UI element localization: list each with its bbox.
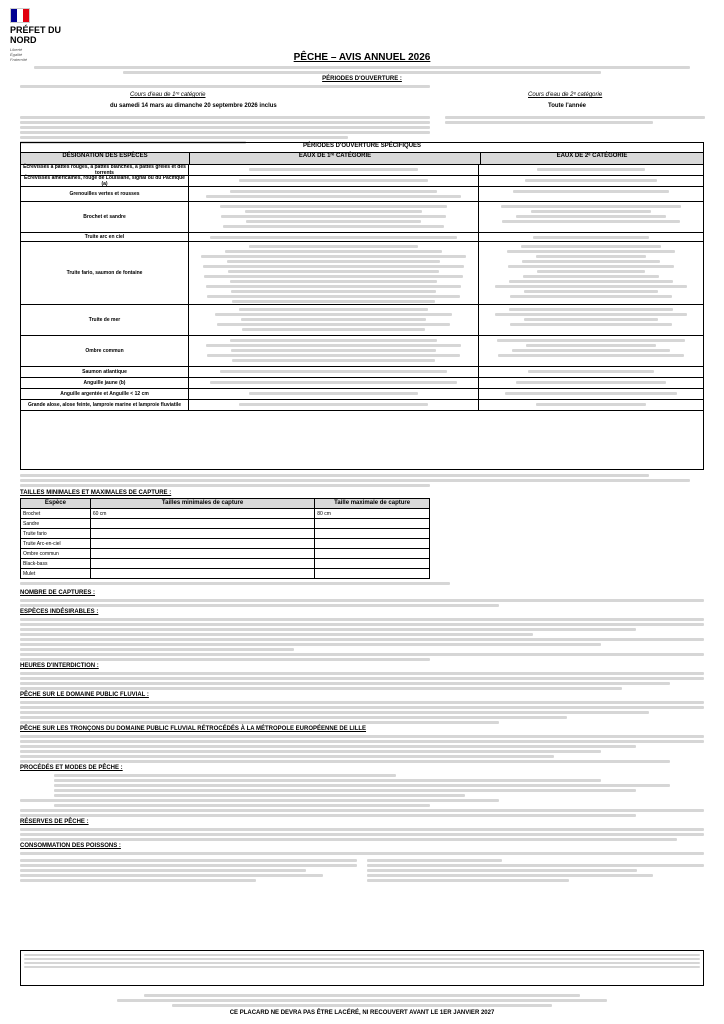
species-name: Brochet et sandre bbox=[21, 202, 189, 232]
specific-table-row bbox=[21, 367, 703, 378]
specific-table-row bbox=[21, 378, 703, 389]
sizes-col-max: Taille maximale de capture bbox=[315, 499, 430, 509]
species-name: Anguille argentée et Anguille < 12 cm bbox=[21, 389, 189, 399]
size-cell-max bbox=[315, 559, 430, 569]
reserves-heading: RÉSERVES DE PÊCHE : bbox=[20, 819, 89, 825]
especes-heading: ESPÈCES INDÉSIRABLES : bbox=[20, 609, 99, 615]
size-cell-species: Sandre bbox=[21, 519, 91, 529]
specific-table-row bbox=[21, 336, 703, 367]
size-cell-species: Truite fario bbox=[21, 529, 91, 539]
size-row bbox=[21, 569, 430, 579]
sizes-table bbox=[20, 498, 430, 579]
size-row bbox=[21, 509, 430, 519]
size-cell-min: 60 cm bbox=[90, 509, 314, 519]
first-category-label: Cours d'eau de 1ʳᵉ catégorie bbox=[130, 92, 206, 98]
species-name: Grenouilles vertes et rousses bbox=[21, 187, 189, 201]
specific-table-row bbox=[21, 202, 703, 233]
first-category-period: du samedi 14 mars au dimanche 20 septembre 2026 inclus bbox=[110, 103, 277, 109]
prefecture-name: PRÉFET DU NORD bbox=[10, 25, 62, 45]
consommation-heading: CONSOMMATION DES POISSONS : bbox=[20, 843, 121, 849]
captures-heading: NOMBRE DE CAPTURES : bbox=[20, 590, 96, 596]
size-row bbox=[21, 519, 430, 529]
mel-heading: PÊCHE SUR LES TRONÇONS DU DOMAINE PUBLIC FLUVIAL RÉTROCÉDÉS À LA MÉTROPOLE EUROPÉENNE DE LILLE bbox=[20, 726, 367, 732]
specific-table-row bbox=[21, 400, 703, 411]
specific-table-title: PÉRIODES D'OUVERTURE SPÉCIFIQUES bbox=[21, 143, 703, 153]
specific-periods-table bbox=[20, 142, 704, 470]
size-cell-max bbox=[315, 529, 430, 539]
specific-table-row bbox=[21, 389, 703, 400]
procedes-heading: PROCÉDÉS ET MODES DE PÊCHE : bbox=[20, 765, 123, 771]
dpf-heading: PÊCHE SUR LE DOMAINE PUBLIC FLUVIAL : bbox=[20, 692, 149, 698]
size-cell-min bbox=[90, 529, 314, 539]
size-cell-min bbox=[90, 539, 314, 549]
footer-notice: CE PLACARD NE DEVRA PAS ÊTRE LACÉRÉ, NI RECOUVERT AVANT LE 1ER JANVIER 2027 bbox=[229, 1010, 495, 1016]
species-name: Truite de mer bbox=[21, 305, 189, 335]
specific-table-row bbox=[21, 305, 703, 336]
specific-table-row bbox=[21, 233, 703, 242]
size-cell-max bbox=[315, 549, 430, 559]
species-name: Truite fario, saumon de fontaine bbox=[21, 242, 189, 304]
intro-text bbox=[20, 64, 704, 90]
sizes-title: TAILLES MINIMALES ET MAXIMALES DE CAPTURE : bbox=[20, 490, 172, 496]
motto: Liberté Égalité Fraternité bbox=[10, 47, 28, 62]
body-sections bbox=[20, 590, 704, 884]
size-cell-max bbox=[315, 519, 430, 529]
table-footnotes bbox=[20, 472, 704, 489]
size-row bbox=[21, 559, 430, 569]
species-name: Écrevisses américaines, rouge de Louisiane, signal ou du Pacifique (a) bbox=[21, 176, 189, 186]
size-cell-min bbox=[90, 569, 314, 579]
size-cell-species: Brochet bbox=[21, 509, 91, 519]
size-cell-species: Truite Arc-en-ciel bbox=[21, 539, 91, 549]
second-category-period: Toute l'année bbox=[548, 103, 586, 109]
sizes-col-species: Espèce bbox=[21, 499, 91, 509]
col-second-category: EAUX DE 2ᵉ CATÉGORIE bbox=[481, 153, 703, 164]
size-cell-min bbox=[90, 519, 314, 529]
size-row bbox=[21, 549, 430, 559]
specific-table-body bbox=[21, 165, 703, 411]
sizes-note bbox=[20, 580, 450, 587]
species-name: Anguille jaune (b) bbox=[21, 378, 189, 388]
size-cell-max bbox=[315, 539, 430, 549]
species-name: Ombre commun bbox=[21, 336, 189, 366]
col-species: DÉSIGNATION DES ESPÈCES bbox=[21, 153, 190, 164]
specific-table-row bbox=[21, 242, 703, 305]
second-category-text bbox=[445, 114, 705, 126]
species-name: Grande alose, alose feinte, lamproie marine et lamproie fluviatile bbox=[21, 400, 189, 410]
size-row bbox=[21, 529, 430, 539]
size-cell-max: 80 cm bbox=[315, 509, 430, 519]
page-title: PÊCHE – AVIS ANNUEL 2026 bbox=[293, 52, 431, 63]
size-cell-species: Mulet bbox=[21, 569, 91, 579]
second-category-label: Cours d'eau de 2ᵉ catégorie bbox=[528, 92, 603, 98]
size-cell-min bbox=[90, 559, 314, 569]
size-row bbox=[21, 539, 430, 549]
species-name: Saumon atlantique bbox=[21, 367, 189, 377]
specific-table-row bbox=[21, 176, 703, 187]
french-flag-icon bbox=[10, 8, 30, 23]
periods-heading: PÉRIODES D'OUVERTURE : bbox=[322, 76, 402, 82]
sizes-col-min: Tailles minimales de capture bbox=[90, 499, 314, 509]
species-name: Écrevisses à pattes rouges, à pattes blanches, à pattes grêles et des torrents bbox=[21, 165, 189, 175]
species-name: Truite arc en ciel bbox=[21, 233, 189, 241]
specific-table-row bbox=[21, 187, 703, 202]
interdictions-heading: HEURES D'INTERDICTION : bbox=[20, 663, 99, 669]
size-cell-max bbox=[315, 569, 430, 579]
size-cell-species: Ombre commun bbox=[21, 549, 91, 559]
size-cell-species: Black-bass bbox=[21, 559, 91, 569]
footer-contacts bbox=[90, 992, 634, 1009]
col-first-category: EAUX DE 1ʳᵉ CATÉGORIE bbox=[190, 153, 481, 164]
extracts-box bbox=[20, 950, 704, 986]
size-cell-min bbox=[90, 549, 314, 559]
